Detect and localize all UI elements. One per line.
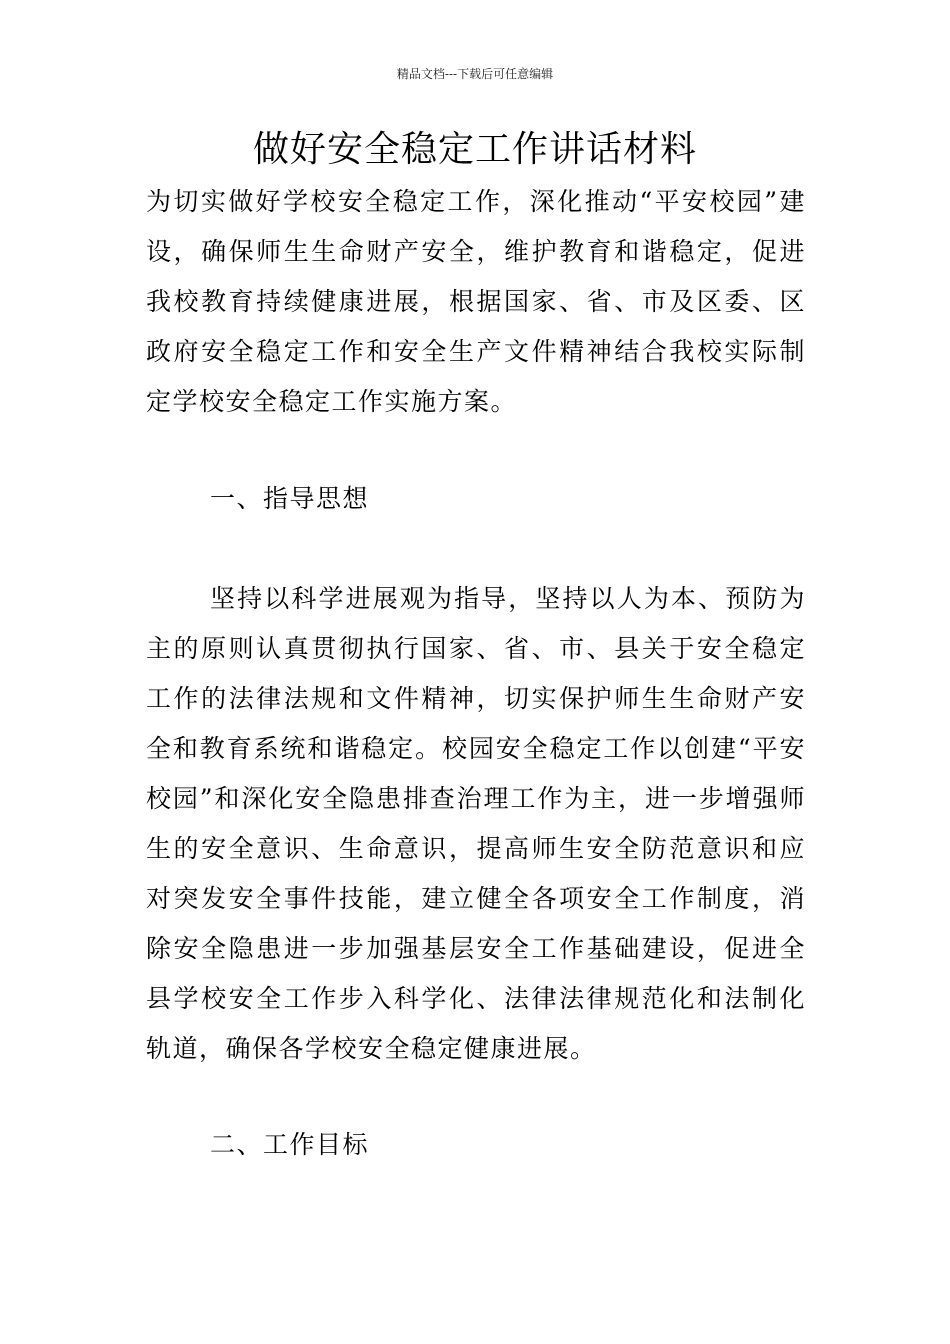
header-note: 精品文档---下载后可任意编辑 bbox=[396, 67, 554, 81]
intro-paragraph: 为切实做好学校安全稳定工作，深化推动“平安校园”建设，确保师生生命财产安全，维护教育和谐稳定，促进我校教育持续健康进展，根据国家、省、市及区委、区政府安全稳定工作和安全生产文件精神结合我校实际制定学校安全稳定工作实施方案。 bbox=[146, 187, 806, 416]
section-heading-work-goals: 二、工作目标 bbox=[210, 1130, 370, 1159]
guiding-ideology-paragraph: 坚持以科学进展观为指导，坚持以人为本、预防为主的原则认真贯彻执行国家、省、市、县关于安全稳定工作的法律法规和文件精神，切实保护师生生命财产安全和教育系统和谐稳定。校园安全稳定工作以创建“平安校园”和深化安全隐患排查治理工作为主，进一步增强师生的安全意识、生命意识，提高师生安全防范意识和应对突发安全事件技能，建立健全各项安全工作制度，消除安全隐患进一步加强基层安全工作基础建设，促进全县学校安全工作步入科学化、法律法律规范化和法制化轨道，确保各学校安全稳定健康进展。 bbox=[146, 584, 806, 1063]
document-title: 做好安全稳定工作讲话材料 bbox=[252, 129, 697, 170]
section-heading-guiding-ideology: 一、指导思想 bbox=[210, 484, 370, 513]
